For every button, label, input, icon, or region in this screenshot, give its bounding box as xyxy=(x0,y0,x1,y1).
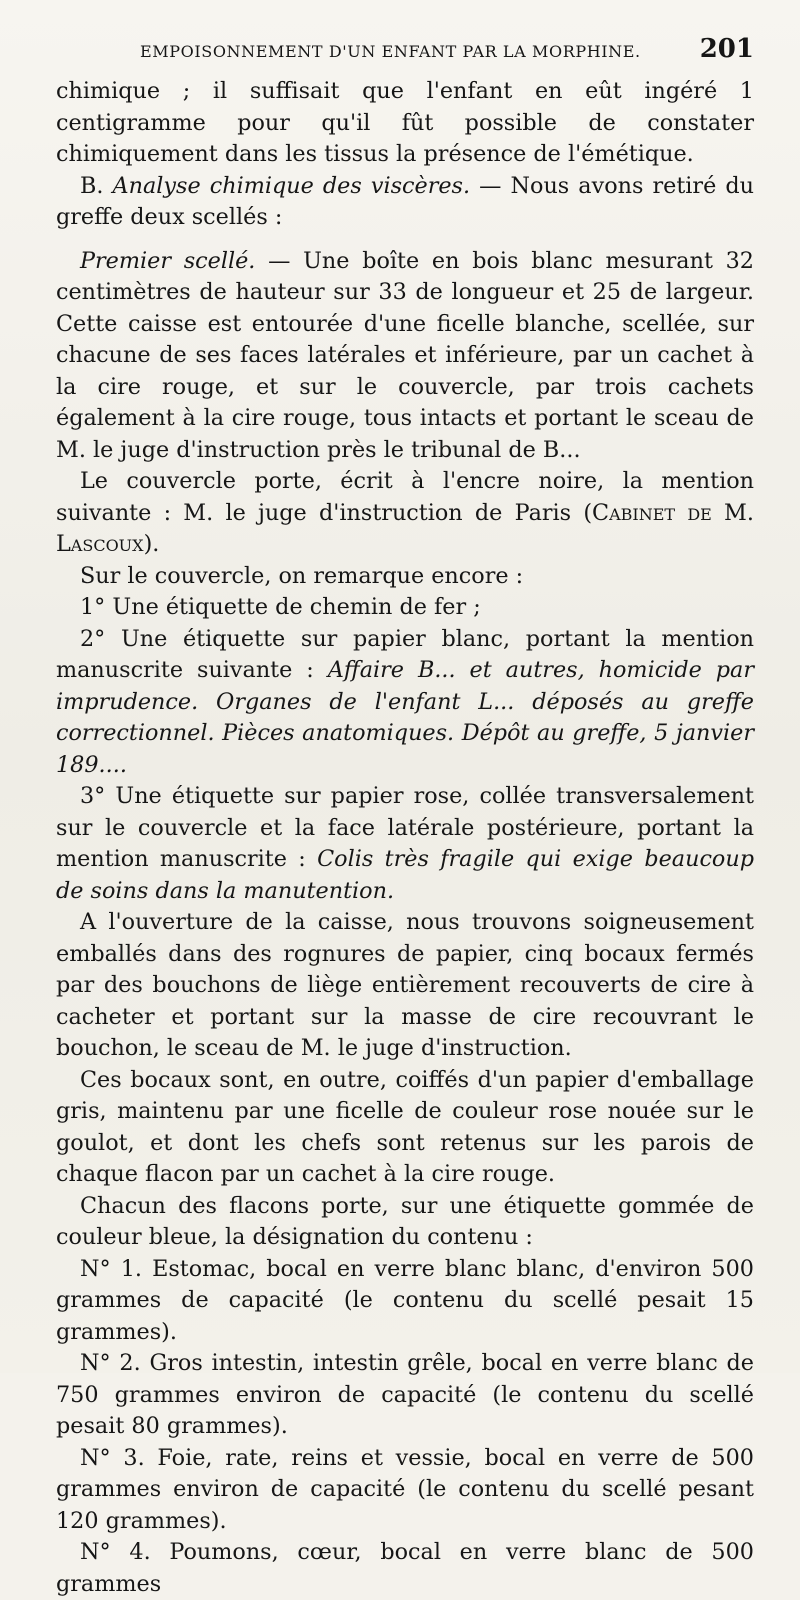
list-item-2-text: 2° Une étiquette sur papier blanc, portant la mention manuscrite suivante : xyxy=(56,625,754,683)
label-inscription: Affaire B... et autres, homicide par imprudence. Organes de l'enfant L... déposés au greffe correctionnel. Pièces anatomiques. Dépôt au greffe, 5 janvier 189.... xyxy=(56,657,754,778)
running-head: EMPOISONNEMENT D'UN ENFANT PAR LA MORPHINE. xyxy=(140,42,641,61)
paragraph-ouverture: A l'ouverture de la caisse, nous trouvons soigneusement emballés dans des rognures de papier, cinq bocaux fermés par des bouchons de liège entièrement recouverts de cire à cacheter et portant sur la masse de cire recouvrant le bouchon, le sceau de M. le juge d'instruction. xyxy=(56,909,754,1061)
list-item-3-text: 3° Une étiquette sur papier rose, collée transversalement sur le couvercle et la face latérale postérieure, portant la mention manuscrite : xyxy=(56,783,754,872)
cabinet-name: Cabinet de M. Lascoux xyxy=(56,499,754,557)
page-header xyxy=(56,34,754,64)
paragraph-analyse-text: — Nous avons retiré du greffe deux scellés : xyxy=(56,172,754,230)
paragraph-premier-scelle-text: — Une boîte en bois blanc mesurant 32 centimètres de hauteur sur 33 de longueur et 25 de largeur. Cette caisse est entourée d'une ficelle blanche, scellée, sur chacune de ses faces latérales et inférieure, par un cachet à la cire rouge, et sur le couvercle, par trois cachets également à la cire rouge, tous intacts et portant le sceau de M. le juge d'instruction près le tribunal de B... xyxy=(56,247,754,463)
paragraph-couvercle-end: ). xyxy=(143,531,160,557)
paragraph-1: chimique ; il suffisait que l'enfant en eût ingéré 1 centigramme pour qu'il fût possible de constater chimiquement dans les tissus la présence de l'émétique. xyxy=(56,78,754,167)
paragraph-flacons: Chacun des flacons porte, sur une étiquette gommée de couleur bleue, la désignation du contenu : xyxy=(56,1192,754,1250)
list-item-2 xyxy=(56,624,754,782)
section-letter: B. xyxy=(80,172,104,199)
spacer xyxy=(56,234,754,246)
subsection-title: Premier scellé. xyxy=(80,247,256,274)
jar-item-1: N° 1. Estomac, bocal en verre blanc blanc, d'environ 500 grammes de capacité (le contenu du scellé pesait 15 grammes). xyxy=(56,1255,754,1345)
jar-item-3: N° 3. Foie, rate, reins et vessie, bocal en verre de 500 grammes environ de capacité (le contenu du scellé pesant 120 grammes). xyxy=(56,1444,754,1534)
label-colis: Colis très fragile qui exige beaucoup de soins dans la manutention. xyxy=(56,846,754,904)
jar-item-4: N° 4. Poumons, cœur, bocal en verre blanc de 500 grammes xyxy=(56,1539,754,1597)
page-number: 201 xyxy=(699,34,754,64)
section-title: Analyse chimique des viscères. xyxy=(112,172,471,199)
jar-item-2: N° 2. Gros intestin, intestin grêle, bocal en verre blanc de 750 grammes environ de capacité (le contenu du scellé pesait 80 grammes). xyxy=(56,1350,754,1439)
paragraph-premier-scelle xyxy=(56,246,754,467)
list-item-1: 1° Une étiquette de chemin de fer ; xyxy=(80,594,481,620)
paragraph-couvercle-text: Le couvercle porte, écrit à l'encre noire, la mention suivante : M. le juge d'instruction de Paris ( xyxy=(56,468,754,526)
paragraph-bocaux: Ces bocaux sont, en outre, coiffés d'un papier d'emballage gris, maintenu par une ficelle de couleur rose nouée sur le goulot, et dont les chefs sont retenus sur les parois de chaque flacon par un cachet à la cire rouge. xyxy=(56,1066,754,1187)
paragraph-couvercle xyxy=(56,466,754,561)
paragraph-analyse xyxy=(56,171,754,234)
list-item-3 xyxy=(56,781,754,907)
paragraph-remarque: Sur le couvercle, on remarque encore : xyxy=(80,562,524,589)
